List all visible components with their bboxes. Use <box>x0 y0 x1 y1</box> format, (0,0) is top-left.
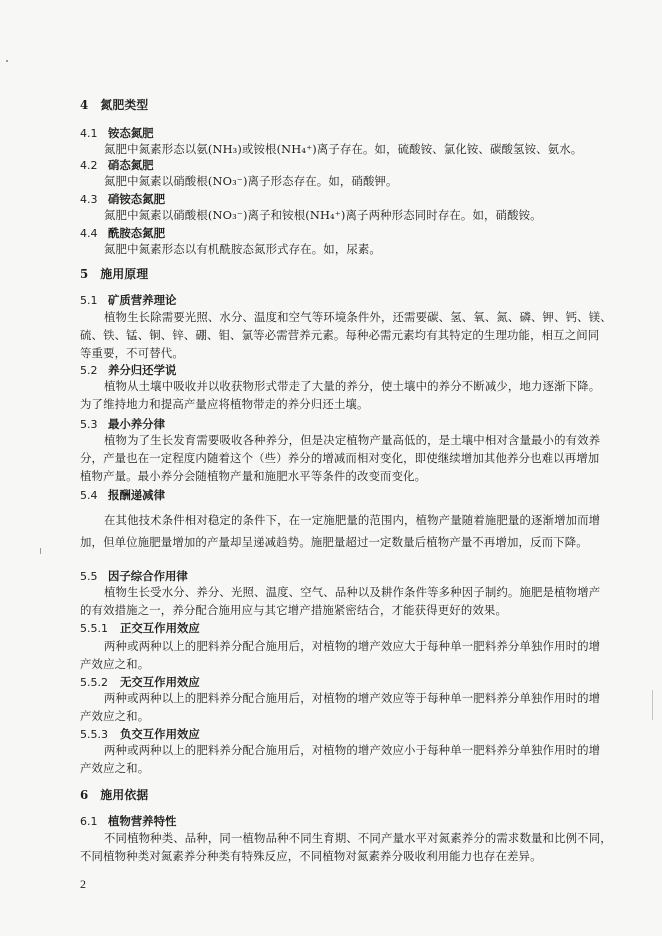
section-4-1-heading <box>80 125 154 142</box>
section-5-5-3-line: 两种或两种以上的肥料养分配合施用后，对植物的增产效应小于每种单一肥料养分单独作用时的增 <box>104 743 601 757</box>
section-5-2-line: 植物从土壤中吸收并以收获物形式带走了大量的养分，使土壤中的养分不断减少，地力逐渐下降。 <box>104 379 601 393</box>
section-number: 5.5.1 <box>80 622 108 635</box>
section-title: 铵态氮肥 <box>108 126 154 140</box>
section-5-5-2-line: 两种或两种以上的肥料养分配合施用后，对植物的增产效应等于每种单一肥料养分单独作用时的增 <box>104 691 601 705</box>
section-5-5-line: 的有效措施之一，养分配合施用应与其它增产措施紧密结合，才能获得更好的效果。 <box>80 603 508 617</box>
section-title: 氮肥类型 <box>100 98 149 112</box>
section-number: 5.4 <box>80 489 98 502</box>
section-5-3-line: 植物产量。最小养分会随植物产量和施肥水平等条件的改变而变化。 <box>80 469 427 483</box>
section-number: 5.1 <box>80 294 98 307</box>
section-4-2-text: 氮肥中氮素以硝酸根(NO₃⁻)离子形态存在。如，硝酸钾。 <box>104 174 398 188</box>
section-title: 硝态氮肥 <box>108 158 154 172</box>
section-5-5-3-line: 产效应之和。 <box>80 761 150 775</box>
section-title: 硝铵态氮肥 <box>108 192 165 206</box>
section-title: 报酬递减律 <box>108 488 165 502</box>
section-title: 最小养分律 <box>108 417 165 431</box>
section-number: 4.1 <box>80 127 98 140</box>
section-5-4-line: 加，但单位施肥量增加的产量却呈递减趋势。施肥量超过一定数量后植物产量不再增加，反而下降。 <box>80 535 588 549</box>
section-4-4-text: 氮肥中氮素形态以有机酰胺态氮形式存在。如，尿素。 <box>104 242 381 256</box>
section-4-heading <box>80 97 148 113</box>
scan-mark <box>652 690 653 720</box>
section-4-3-heading <box>80 191 165 208</box>
section-5-5-1-line: 产效应之和。 <box>80 657 150 671</box>
section-5-5-3-heading <box>80 726 200 743</box>
section-number: 4.3 <box>80 193 98 206</box>
section-number: 5.2 <box>80 364 98 377</box>
section-title: 负交互作用效应 <box>120 727 200 741</box>
section-title: 施用原理 <box>100 267 149 281</box>
section-number: 4.4 <box>80 227 98 240</box>
section-5-1-line: 植物生长除需要光照、水分、温度和空气等环境条件外，还需要碳、氢、氧、氮、磷、钾、钙、镁、 <box>104 310 612 324</box>
section-5-2-heading <box>80 362 176 379</box>
section-title: 正交互作用效应 <box>120 621 200 635</box>
section-5-3-line: 植物为了生长发育需要吸收各种养分，但是决定植物产量高低的，是土壤中相对含量最小的有效养 <box>104 433 601 447</box>
section-6-1-line: 不同植物种类、品种，同一植物品种不同生育期、不同产量水平对氮素养分的需求数量和比例不同， <box>104 831 612 845</box>
section-number: 5.5 <box>80 570 98 583</box>
section-title: 矿质营养理论 <box>108 293 177 307</box>
section-5-5-2-heading <box>80 674 200 691</box>
section-5-4-heading <box>80 487 165 504</box>
section-title: 植物营养特性 <box>108 814 177 828</box>
section-4-3-text: 氮肥中氮素以硝酸根(NO₃⁻)离子和铵根(NH₄⁺)离子两种形态同时存在。如，硝酸铵。 <box>104 208 542 222</box>
section-5-5-line: 植物生长受水分、养分、光照、温度、空气、品种以及耕作条件等多种因子制约。施肥是植物增产 <box>104 585 601 599</box>
section-number: 6.1 <box>80 815 98 828</box>
section-4-2-heading <box>80 157 154 174</box>
section-number: 6 <box>80 788 89 802</box>
section-5-5-1-line: 两种或两种以上的肥料养分配合施用后，对植物的增产效应大于每种单一肥料养分单独作用时的增 <box>104 639 601 653</box>
section-5-2-line: 为了维持地力和提高产量应将植物带走的养分归还土壤。 <box>80 397 369 411</box>
section-4-4-heading <box>80 225 165 242</box>
scan-mark <box>6 60 8 62</box>
section-title: 施用依据 <box>100 788 149 802</box>
section-5-5-2-line: 产效应之和。 <box>80 709 150 723</box>
section-5-1-heading <box>80 292 176 309</box>
section-number: 4 <box>80 98 89 112</box>
section-5-3-line: 分，产量也在一定程度内随着这个（些）养分的增减而相对变化，即使继续增加其他养分也难以再增加 <box>80 451 600 465</box>
section-number: 4.2 <box>80 159 98 172</box>
section-title: 酰胺态氮肥 <box>108 226 165 240</box>
scan-mark <box>40 548 41 554</box>
section-number: 5.5.2 <box>80 676 108 689</box>
section-4-1-text: 氮肥中氮素形态以氨(NH₃)或铵根(NH₄⁺)离子存在。如，硫酸铵、氯化铵、碳酸氢铵、氨水。 <box>104 142 583 156</box>
section-title: 无交互作用效应 <box>120 675 200 689</box>
section-5-heading <box>80 266 148 282</box>
section-5-1-line: 等重要，不可替代。 <box>80 346 184 360</box>
section-number: 5.3 <box>80 418 98 431</box>
section-6-heading <box>80 787 148 803</box>
page-number: 2 <box>80 877 86 891</box>
section-5-5-heading <box>80 568 188 585</box>
section-number: 5 <box>80 267 89 281</box>
section-5-1-line: 硫、铁、锰、铜、锌、硼、钼、氯等必需营养元素。每种必需元素均有其特定的生理功能，相互之间同 <box>80 328 600 342</box>
section-5-5-1-heading <box>80 620 200 637</box>
section-5-3-heading <box>80 416 165 433</box>
section-5-4-line: 在其他技术条件相对稳定的条件下，在一定施肥量的范围内，植物产量随着施肥量的逐渐增加而增 <box>104 513 601 527</box>
section-6-1-line: 不同植物种类对氮素养分种类有特殊反应，不同植物对氮素养分吸收利用能力也存在差异。 <box>80 849 542 863</box>
section-number: 5.5.3 <box>80 728 108 741</box>
section-title: 因子综合作用律 <box>108 569 188 583</box>
section-6-1-heading <box>80 813 176 830</box>
section-title: 养分归还学说 <box>108 363 177 377</box>
